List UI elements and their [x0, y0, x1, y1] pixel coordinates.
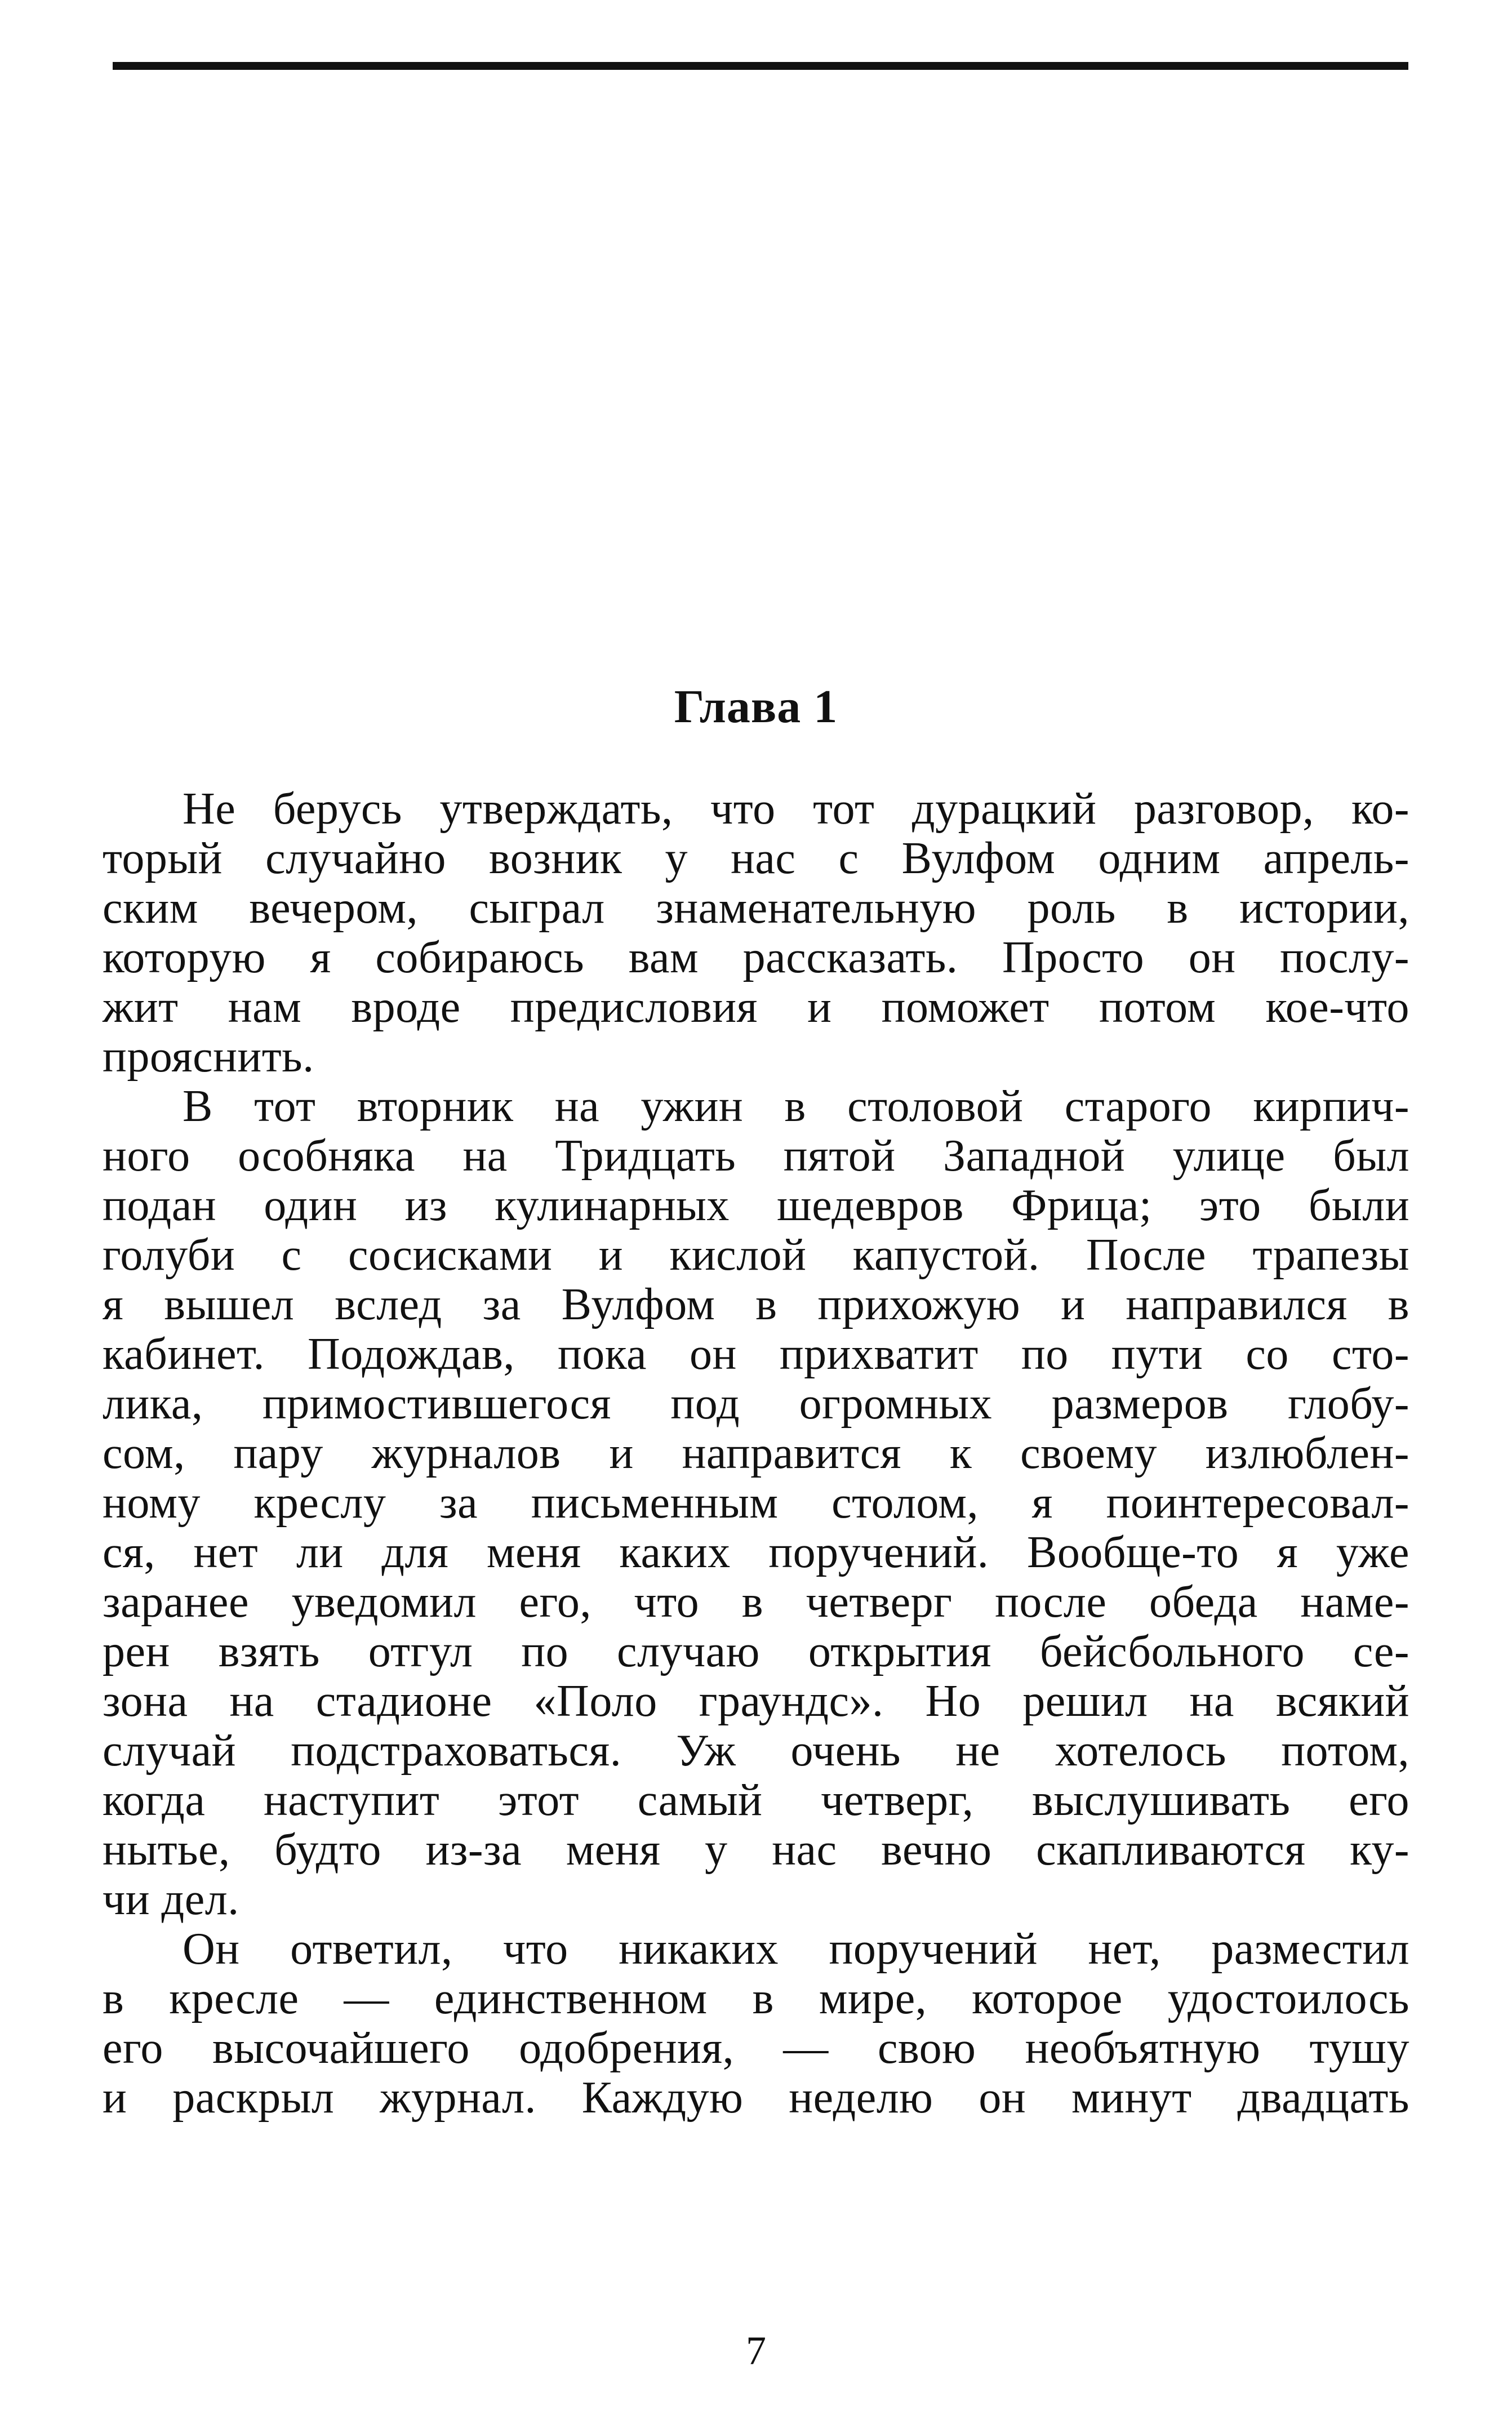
page-number: 7: [746, 2328, 766, 2373]
text-line: лика, примостившегося под огромных размеров глобу-: [103, 1379, 1409, 1429]
text-line: ного особняка на Тридцать пятой Западной улице был: [103, 1131, 1409, 1181]
text-line: ся, нет ли для меня каких поручений. Вообще-то я уже: [103, 1528, 1409, 1577]
text-line: сом, пару журналов и направится к своему излюблен-: [103, 1429, 1409, 1478]
text-line: я вышел вслед за Вулфом в прихожую и направился в: [103, 1280, 1409, 1329]
chapter-title: Глава 1: [674, 680, 838, 733]
text-line: голуби с сосисками и кислой капустой. После трапезы: [103, 1230, 1409, 1280]
text-line: жит нам вроде предисловия и поможет потом кое-что: [103, 982, 1409, 1032]
text-line: Он ответил, что никаких поручений нет, разместил: [183, 1924, 1409, 1974]
text-line: случай подстраховаться. Уж очень не хотелось потом,: [103, 1726, 1409, 1776]
text-line: в кресле — единственном в мире, которое удостоилось: [103, 1974, 1409, 2023]
text-line: ному креслу за письменным столом, я поинтересовал-: [103, 1478, 1409, 1528]
text-line: подан один из кулинарных шедевров Фрица; это были: [103, 1181, 1409, 1230]
text-line: кабинет. Подождав, пока он прихватит по пути со сто-: [103, 1329, 1409, 1379]
text-line: прояснить.: [103, 1032, 314, 1082]
text-line: рен взять отгул по случаю открытия бейсбольного се-: [103, 1627, 1409, 1676]
text-line: зона на стадионе «Поло граундс». Но решил на всякий: [103, 1676, 1409, 1726]
text-line: ским вечером, сыграл знаменательную роль в истории,: [103, 883, 1409, 933]
text-line: которую я собираюсь вам рассказать. Просто он послу-: [103, 933, 1409, 982]
text-line: чи дел.: [103, 1875, 239, 1924]
top-rule: [113, 62, 1408, 70]
text-line: когда наступит этот самый четверг, выслушивать его: [103, 1776, 1409, 1825]
text-line: и раскрыл журнал. Каждую неделю он минут двадцать: [103, 2073, 1409, 2123]
text-line: торый случайно возник у нас с Вулфом одним апрель-: [103, 834, 1409, 883]
text-line: нытье, будто из-за меня у нас вечно скапливаются ку-: [103, 1825, 1409, 1875]
text-line: его высочайшего одобрения, — свою необъятную тушу: [103, 2023, 1409, 2073]
text-line: В тот вторник на ужин в столовой старого кирпич-: [183, 1082, 1409, 1131]
text-line: Не берусь утверждать, что тот дурацкий разговор, ко-: [183, 784, 1409, 834]
body-text: [103, 784, 1409, 2123]
text-line: заранее уведомил его, что в четверг после обеда наме-: [103, 1577, 1409, 1627]
